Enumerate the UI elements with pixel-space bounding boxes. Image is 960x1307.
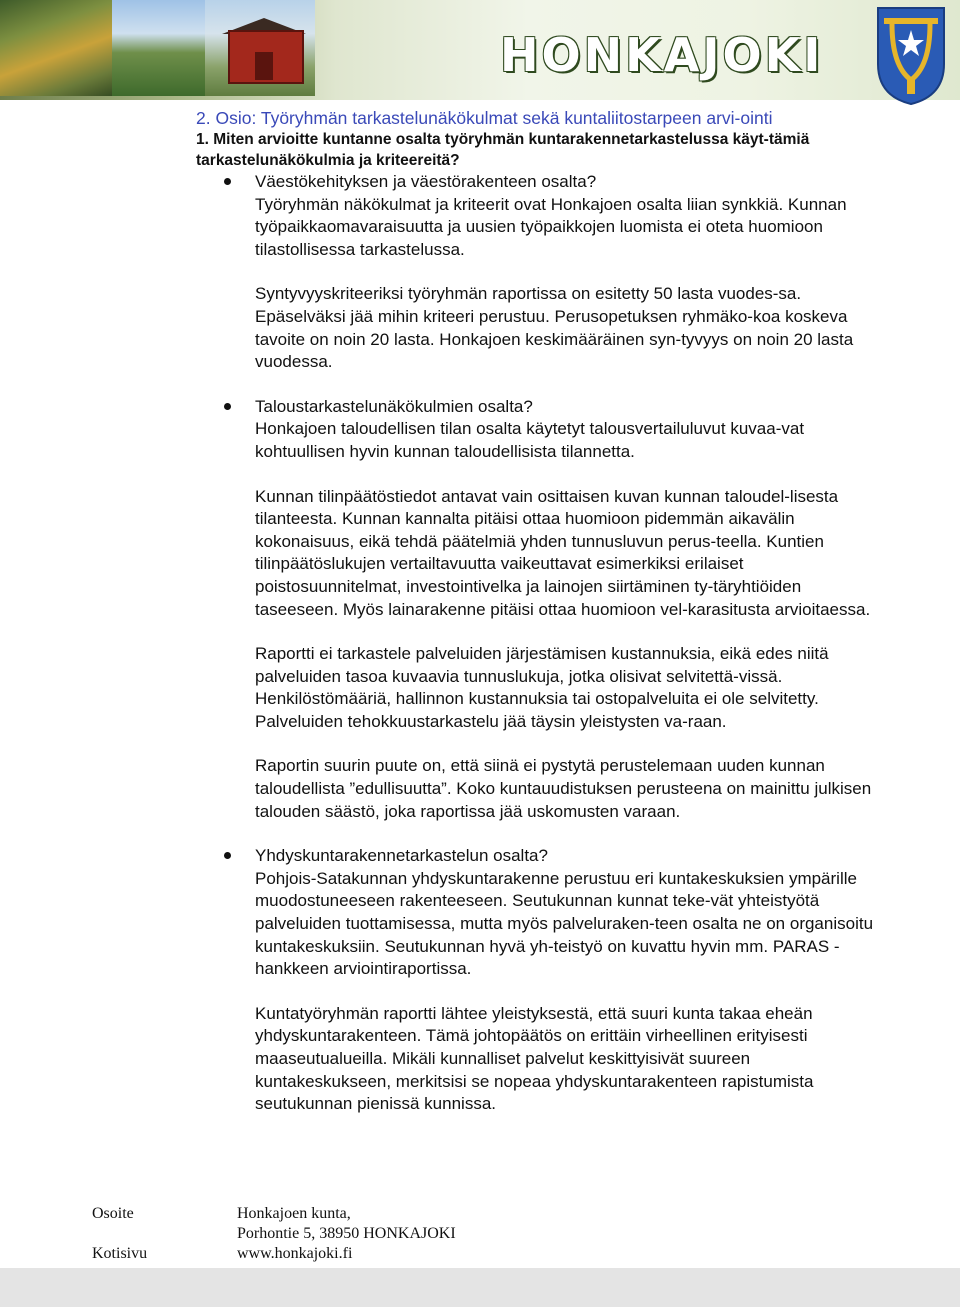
question-1: 1. Miten arvioitte kuntanne osalta työryhmän kuntarakennetarkastelussa käyt-tämiä tarkastelunäkökulmia ja kriteereitä? bbox=[196, 131, 810, 169]
paragraph: Raportti ei tarkastele palveluiden järjestämisen kustannuksia, eikä edes niitä palveluiden tasoa kuvaavia tunnuslukuja, jotka olisivat selvitettä-vissä. Henkilöstömääriä, hallinnon kustannuksia tai ostopalveluita ei ole selvitetty. Palveluiden tehokkuustarkastelu jää täysin yleistysten va-raan. bbox=[255, 644, 829, 731]
barn-door-shape bbox=[255, 52, 273, 80]
footer-bar bbox=[0, 1268, 960, 1307]
paragraph: Pohjois-Satakunnan yhdyskuntarakenne perustuu eri kuntakeskuksien ympärille muodostuneeseen rakenteeseen. Seutukunnan kunnat teke-vät yhteistyötä palveluiden tuottamisessa, mutta myös palveluraken-teen osalta ne on organisoitu kuntakeskuksiin. Seutukunnan hyvä yh-teistyö on kuvattu hyvin mm. PARAS -hankkeen arviointiraportissa. bbox=[255, 868, 874, 979]
header-banner bbox=[0, 0, 960, 100]
banner-wordmark: HONKAJOKI bbox=[500, 28, 824, 82]
paragraph: Työryhmän näkökulmat ja kriteerit ovat Honkajoen osalta liian synkkiä. Kunnan työpaikkaomavaraisuutta ja uusien työpaikkojen luomista ei oteta huomioon tilastollisessa tarkastelussa. bbox=[255, 194, 847, 259]
paragraph: Honkajoen taloudellisen tilan osalta käytetyt talousvertailuluvut kuvaa-vat kohtuullisen hyvin kunnan taloudellisista tilannetta. bbox=[255, 419, 805, 461]
paragraph: Syntyvyyskriteeriksi työryhmän raportissa on esitetty 50 lasta vuodes-sa. Epäselväksi jää mihin kriteeri perustuu. Perusopetuksen ryhmäko-koa koskeva tavoite on noin 20 lasta. Honkajoen keskimääräinen syn-tyvyys on noin 20 lasta vuodessa. bbox=[255, 284, 854, 372]
bullet-heading: Väestökehityksen ja väestörakenteen osalta? bbox=[255, 172, 597, 191]
document-body bbox=[196, 108, 876, 1116]
bullet-economy bbox=[196, 396, 876, 824]
banner-photo-forest bbox=[0, 0, 120, 96]
paragraph: Kuntatyöryhmän raportti lähtee yleistyksestä, että suuri kunta takaa eheän yhdyskuntarakenteen. Tämä johtopäätös on erittäin virheellinen erityisesti maaseutualueilla. Mikäli kunnalliset palvelut keskittyisivät suureen kuntakeskukseen, merkitsisi se nopeaa yhdyskuntarakenteen rapistumista seutukunnan pienissä kunnissa. bbox=[255, 1003, 814, 1114]
bullet-heading: Taloustarkastelunäkökulmien osalta? bbox=[255, 396, 533, 416]
bullet-dot-icon bbox=[224, 852, 231, 859]
banner-photo-lake bbox=[112, 0, 212, 96]
bullet-heading: Yhdyskuntarakennetarkastelun osalta? bbox=[255, 846, 548, 866]
bullet-dot-icon bbox=[224, 403, 231, 410]
footer bbox=[0, 1198, 960, 1307]
address-label: Osoite bbox=[92, 1205, 134, 1222]
bullet-dot-icon bbox=[224, 178, 231, 185]
bullet-population bbox=[196, 171, 876, 374]
bullet-community-structure bbox=[196, 845, 876, 1116]
section-title: 2. Osio: Työryhmän tarkastelunäkökulmat sekä kuntaliitostarpeen arvi-ointi bbox=[196, 108, 773, 128]
paragraph: Raportin suurin puute on, että siinä ei pystytä perustelemaan uuden kunnan taloudellista ”edullisuutta”. Koko kuntauudistuksen perusteena on mainittu julkisen talouden säästö, joka raportissa jää uskomusten varaan. bbox=[255, 756, 872, 821]
home-label: Kotisivu bbox=[92, 1245, 148, 1262]
paragraph: Kunnan tilinpäätöstiedot antavat vain osittaisen kuvan kunnan taloudel-lisesta tilanteesta. Kunnan kannalta pitäisi ottaa huomioon pidemmän aikavälin kokonaisuus, eikä tehdä päätelmiä yhden tunnusluvun perus-teella. Kuntien tilinpäätöslukujen vertailtavuutta vaikeuttavat esimerkiksi erilaiset poistosuunnitelmat, investointivelka ja lainojen siirtäminen ty-täryhtiöiden taseeseen. Myös lainarakenne pitäisi ottaa huomioon vel-karasitusta arvioitaessa. bbox=[255, 486, 871, 619]
address-line-2: Porhontie 5, 38950 HONKAJOKI bbox=[237, 1225, 456, 1242]
coat-of-arms-icon bbox=[876, 6, 946, 106]
address-line-1: Honkajoen kunta, bbox=[237, 1205, 351, 1222]
home-link[interactable]: www.honkajoki.fi bbox=[237, 1245, 353, 1262]
